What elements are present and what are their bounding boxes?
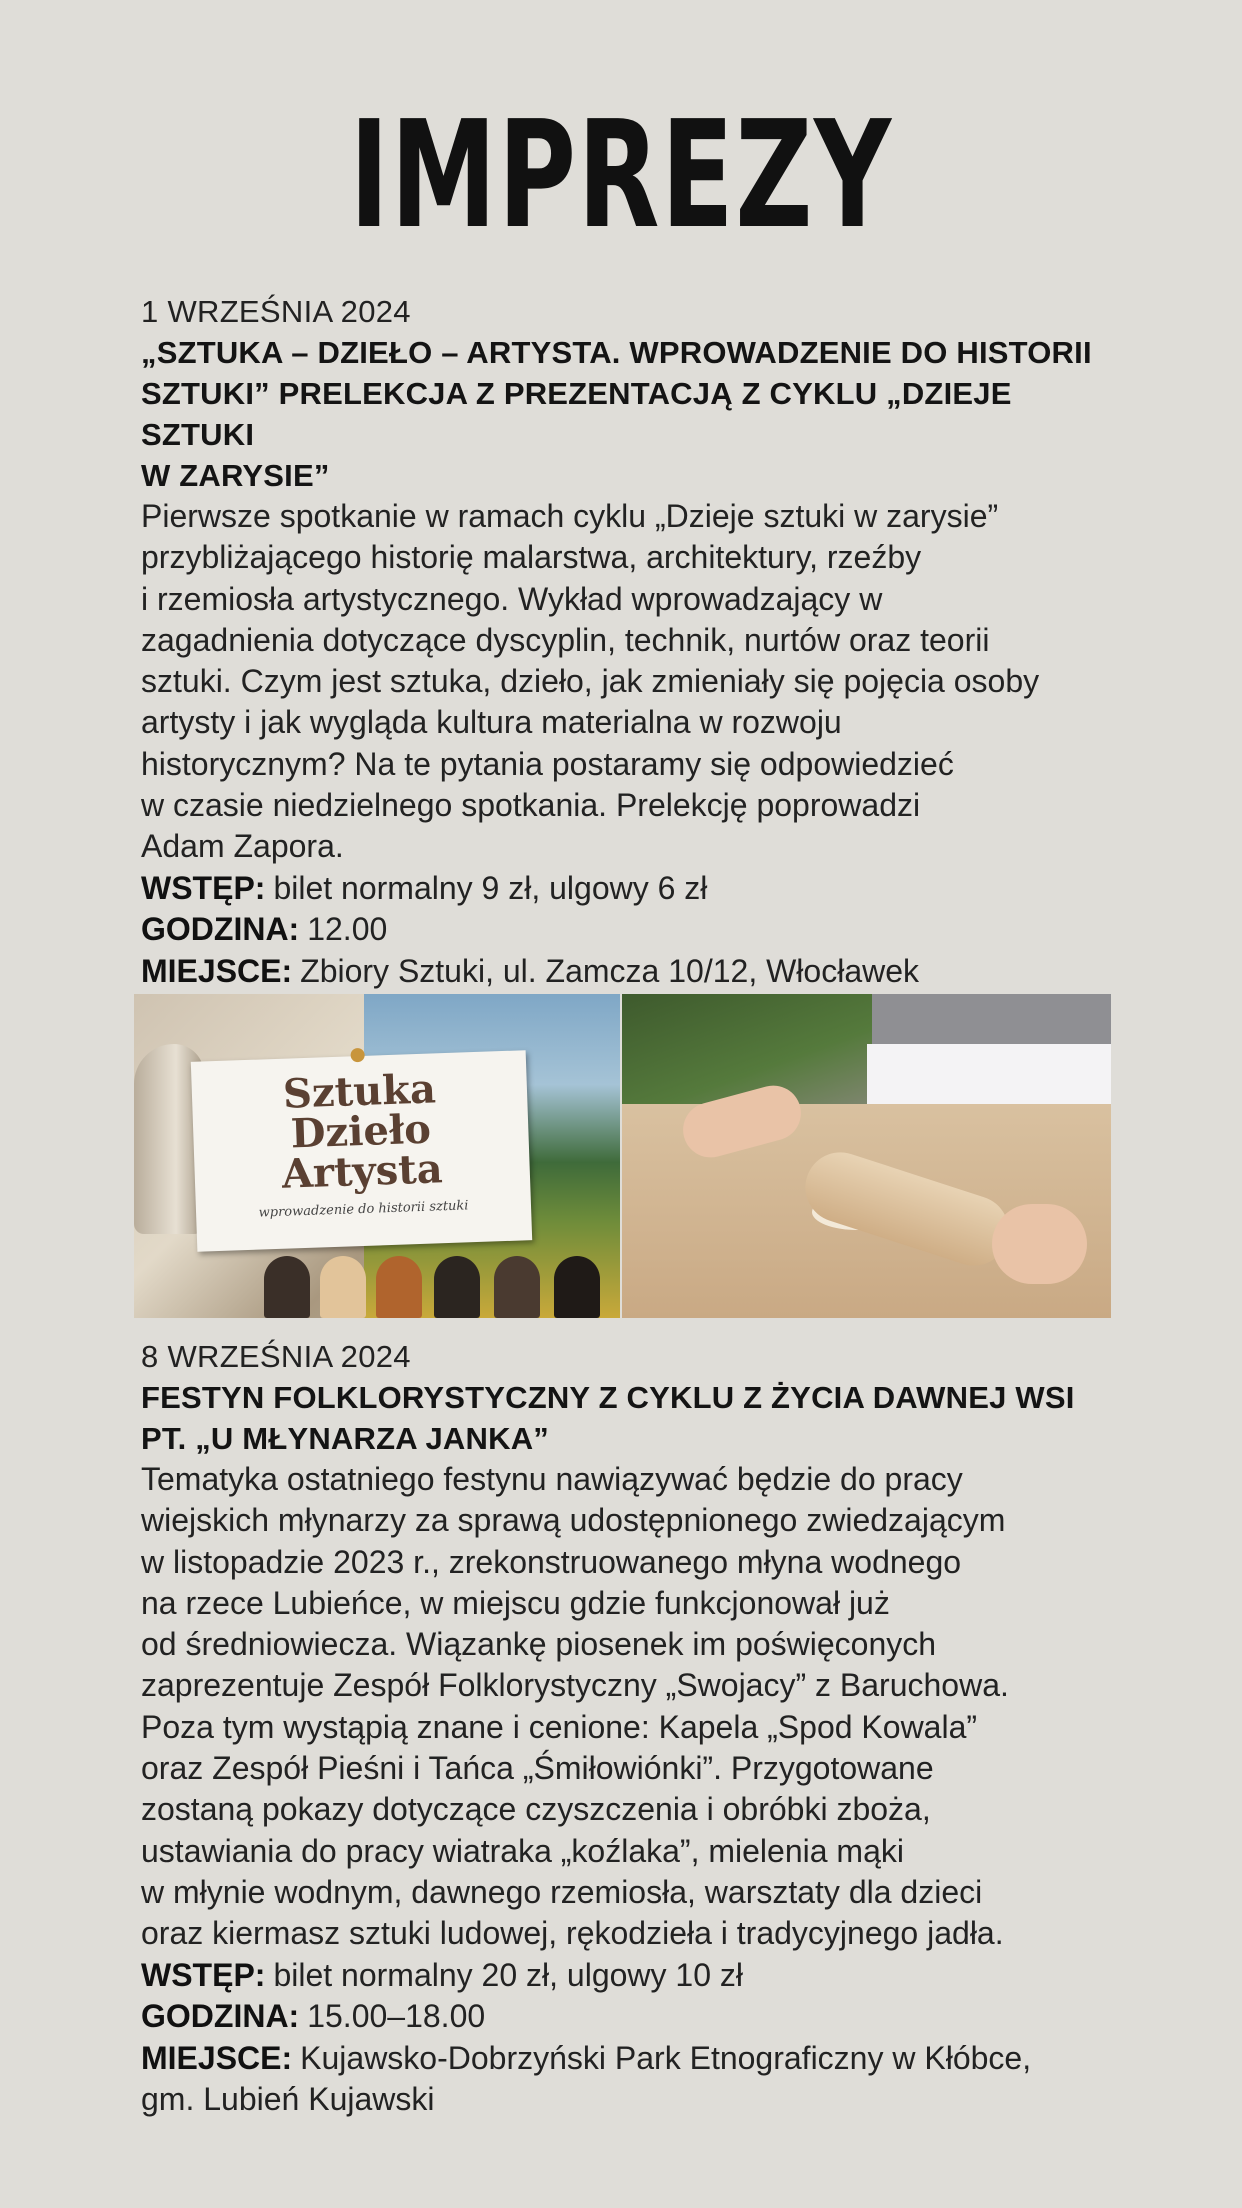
poster-line: Dzieło <box>289 1105 432 1158</box>
poster-line: Artysta <box>281 1145 444 1198</box>
brush-icon <box>434 1256 480 1318</box>
description-line: oraz kiermasz sztuki ludowej, rękodzieła i tradycyjnego jadła. <box>141 1915 1004 1952</box>
dough-rolling-photo <box>622 994 1111 1318</box>
description-line: Tematyka ostatniego festynu nawiązywać będzie do pracy <box>141 1461 963 1497</box>
brush-icon <box>554 1256 600 1318</box>
description-line: w listopadzie 2023 r., zrekonstruowanego młyna wodnego <box>141 1543 962 1580</box>
description-line: przybliżającego historię malarstwa, architektury, rzeźby <box>141 539 922 576</box>
time-label: GODZINA: <box>141 1998 300 2035</box>
paint-brushes <box>244 1246 620 1318</box>
event-date: 1 WRZEŚNIA 2024 <box>141 294 411 329</box>
description-line: i rzemiosła artystycznego. Wykład wprowadzający w <box>141 580 883 617</box>
poster-card <box>191 1050 532 1252</box>
description-line: na rzece Lubieńce, w miejscu gdzie funkcjonował już <box>141 1584 890 1621</box>
description-line: historycznym? Na te pytania postaramy się odpowiedzieć <box>141 745 954 782</box>
place-info-continued: gm. Lubień Kujawski <box>141 2081 435 2118</box>
heading-line: FESTYN FOLKLORYSTYCZNY Z CYKLU Z ŻYCIA DAWNEJ WSI <box>141 1380 1075 1415</box>
entry-value: bilet normalny 20 zł, ulgowy 10 zł <box>273 1956 743 1993</box>
time-info <box>141 1996 1121 2038</box>
heading-line: PT. „U MŁYNARZA JANKA” <box>141 1421 549 1456</box>
description-line: Adam Zapora. <box>141 828 344 865</box>
brush-icon <box>320 1256 366 1318</box>
event-heading <box>141 1377 1121 1459</box>
place-value: Kujawsko-Dobrzyński Park Etnograficzny w Kłóbce, <box>300 2039 1032 2076</box>
entry-label: WSTĘP: <box>141 1956 266 1993</box>
event-date: 8 WRZEŚNIA 2024 <box>141 1339 411 1374</box>
description-line: artysty i jak wygląda kultura materialna w rozwoju <box>141 704 842 741</box>
time-value: 12.00 <box>307 911 388 948</box>
entry-value: bilet normalny 9 zł, ulgowy 6 zł <box>273 869 708 906</box>
brush-icon <box>376 1256 422 1318</box>
event-art-lecture <box>141 292 1121 992</box>
description-line: w młynie wodnym, dawnego rzemiosła, warsztaty dla dzieci <box>141 1873 983 1910</box>
art-poster-image <box>134 994 620 1318</box>
event-heading <box>141 332 1121 496</box>
description-line: wiejskich młynarzy za sprawą udostępnionego zwiedzającym <box>141 1502 1006 1539</box>
description-line: sztuki. Czym jest sztuka, dzieło, jak zmieniały się pojęcia osoby <box>141 663 1040 700</box>
description-line: Poza tym wystąpią znane i cenione: Kapela „Spod Kowala” <box>141 1708 978 1745</box>
place-info <box>141 2038 1121 2080</box>
time-label: GODZINA: <box>141 911 300 948</box>
event-description <box>141 1459 1121 1955</box>
poster-subtitle: wprowadzenie do historii sztuki <box>258 1198 469 1221</box>
entry-info <box>141 868 1121 910</box>
description-line: od średniowiecza. Wiązankę piosenek im poświęconych <box>141 1626 937 1663</box>
heading-line: „SZTUKA – DZIEŁO – ARTYSTA. WPROWADZENIE DO HISTORII <box>141 335 1092 370</box>
description-line: w czasie niedzielnego spotkania. Prelekcję poprowadzi <box>141 787 921 824</box>
event-folk-festival <box>141 1337 1121 2121</box>
entry-info <box>141 1955 1121 1997</box>
time-value: 15.00–18.00 <box>307 1998 486 2035</box>
time-info <box>141 909 1121 951</box>
description-line: oraz Zespół Pieśni i Tańca „Śmiłowiónki”. Przygotowane <box>141 1750 934 1787</box>
place-label: MIEJSCE: <box>141 952 293 989</box>
event-photos <box>134 994 1111 1318</box>
description-line: zagadnienia dotyczące dyscyplin, technik, nurtów oraz teorii <box>141 621 990 658</box>
brush-icon <box>494 1256 540 1318</box>
heading-line: SZTUKI” PRELEKCJA Z PREZENTACJĄ Z CYKLU „DZIEJE SZTUKI <box>141 376 1012 452</box>
entry-label: WSTĘP: <box>141 869 266 906</box>
description-line: Pierwsze spotkanie w ramach cyklu „Dzieje sztuki w zarysie” <box>141 498 999 534</box>
description-line: zaprezentuje Zespół Folklorystyczny „Swojacy” z Baruchowa. <box>141 1667 1009 1704</box>
place-info <box>141 951 1121 993</box>
place-label: MIEJSCE: <box>141 2039 293 2076</box>
description-line: ustawiania do pracy wiatraka „koźlaka”, mielenia mąki <box>141 1832 904 1869</box>
description-line: zostaną pokazy dotyczące czyszczenia i obróbki zboża, <box>141 1791 931 1828</box>
heading-line: W ZARYSIE” <box>141 458 330 493</box>
poster-line: Sztuka <box>282 1065 437 1118</box>
place-value: Zbiory Sztuki, ul. Zamcza 10/12, Włocławek <box>300 952 920 989</box>
page-title: IMPREZY <box>349 89 893 261</box>
event-description <box>141 496 1121 868</box>
hand <box>992 1204 1087 1284</box>
brush-icon <box>264 1256 310 1318</box>
